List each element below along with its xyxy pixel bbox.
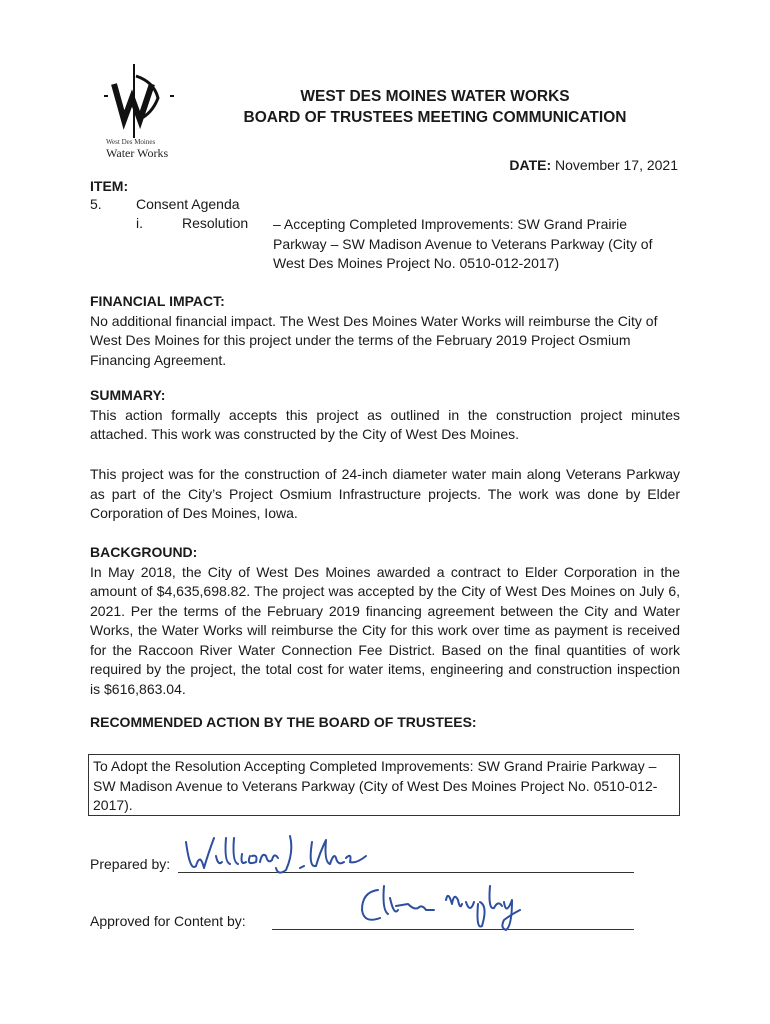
background-heading: BACKGROUND: bbox=[90, 544, 198, 560]
item-label: ITEM: bbox=[90, 178, 129, 194]
recommended-action-box: To Adopt the Resolution Accepting Completed Improvements: SW Grand Prairie Parkway – SW Madison Avenue to Veterans Parkway (City of West Des Moines Project No. 0510-012-2017). bbox=[88, 754, 680, 816]
date-label: DATE: bbox=[509, 157, 552, 173]
date-field bbox=[509, 157, 678, 173]
header-line-1: WEST DES MOINES WATER WORKS bbox=[300, 88, 570, 105]
recommended-action-heading: RECOMMENDED ACTION BY THE BOARD OF TRUSTEES: bbox=[90, 714, 477, 730]
logo-subtitle: West Des Moines bbox=[106, 138, 156, 146]
date-value: November 17, 2021 bbox=[555, 157, 678, 173]
financial-impact-heading: FINANCIAL IMPACT: bbox=[90, 293, 225, 309]
header-line-2: BOARD OF TRUSTEES MEETING COMMUNICATION bbox=[243, 109, 627, 126]
item-sub-number: i. bbox=[136, 215, 143, 231]
approved-by-label: Approved for Content by: bbox=[90, 913, 246, 929]
prepared-by-label: Prepared by: bbox=[90, 856, 171, 872]
summary-paragraph-2: This project was for the construction of 24-inch diameter water main along Veterans Parkway as part of the City’s Project Osmium Infrastructure projects. The work was done by Elder Corporation of Des Moines, Iowa. bbox=[90, 466, 680, 521]
background-section bbox=[90, 543, 680, 699]
water-works-logo bbox=[92, 62, 182, 162]
item-sub-label: Resolution bbox=[182, 215, 249, 231]
item-number: 5. bbox=[90, 196, 102, 212]
logo-w-icon bbox=[92, 62, 182, 140]
prepared-by-signature bbox=[180, 832, 370, 882]
financial-impact-section bbox=[90, 292, 680, 370]
summary-section bbox=[90, 386, 680, 445]
item-description: – Accepting Completed Improvements: SW Grand Prairie Parkway – SW Madison Avenue to Veterans Parkway (City of West Des Moines Project No. 0510-012-2017) bbox=[273, 216, 653, 271]
summary-heading: SUMMARY: bbox=[90, 387, 166, 403]
item-category: Consent Agenda bbox=[136, 196, 240, 212]
background-text: In May 2018, the City of West Des Moines awarded a contract to Elder Corporation in the amount of $4,635,698.82. The project was accepted by the City of West Des Moines on July 6, 2021. Per the terms of the February 2019 financing agreement between the City and Water Works, the Water Works will reimburse the City for this work over time as payment is received for the Raccoon River Water Connection Fee District. Based on the final quantities of work required by the project, the total cost for water items, engineering and construction inspection is $616,863.04. bbox=[90, 563, 680, 697]
document-header bbox=[190, 86, 680, 128]
approved-by-signature bbox=[356, 880, 526, 936]
logo-title: Water Works bbox=[106, 146, 169, 160]
summary-paragraph-1: This action formally accepts this project as outlined in the construction project minutes attached. This work was constructed by the City of West Des Moines. bbox=[90, 406, 680, 442]
financial-impact-text: No additional financial impact. The West Des Moines Water Works will reimburse the City of West Des Moines for this project under the terms of the February 2019 Project Osmium Financing Agreement. bbox=[90, 312, 658, 368]
